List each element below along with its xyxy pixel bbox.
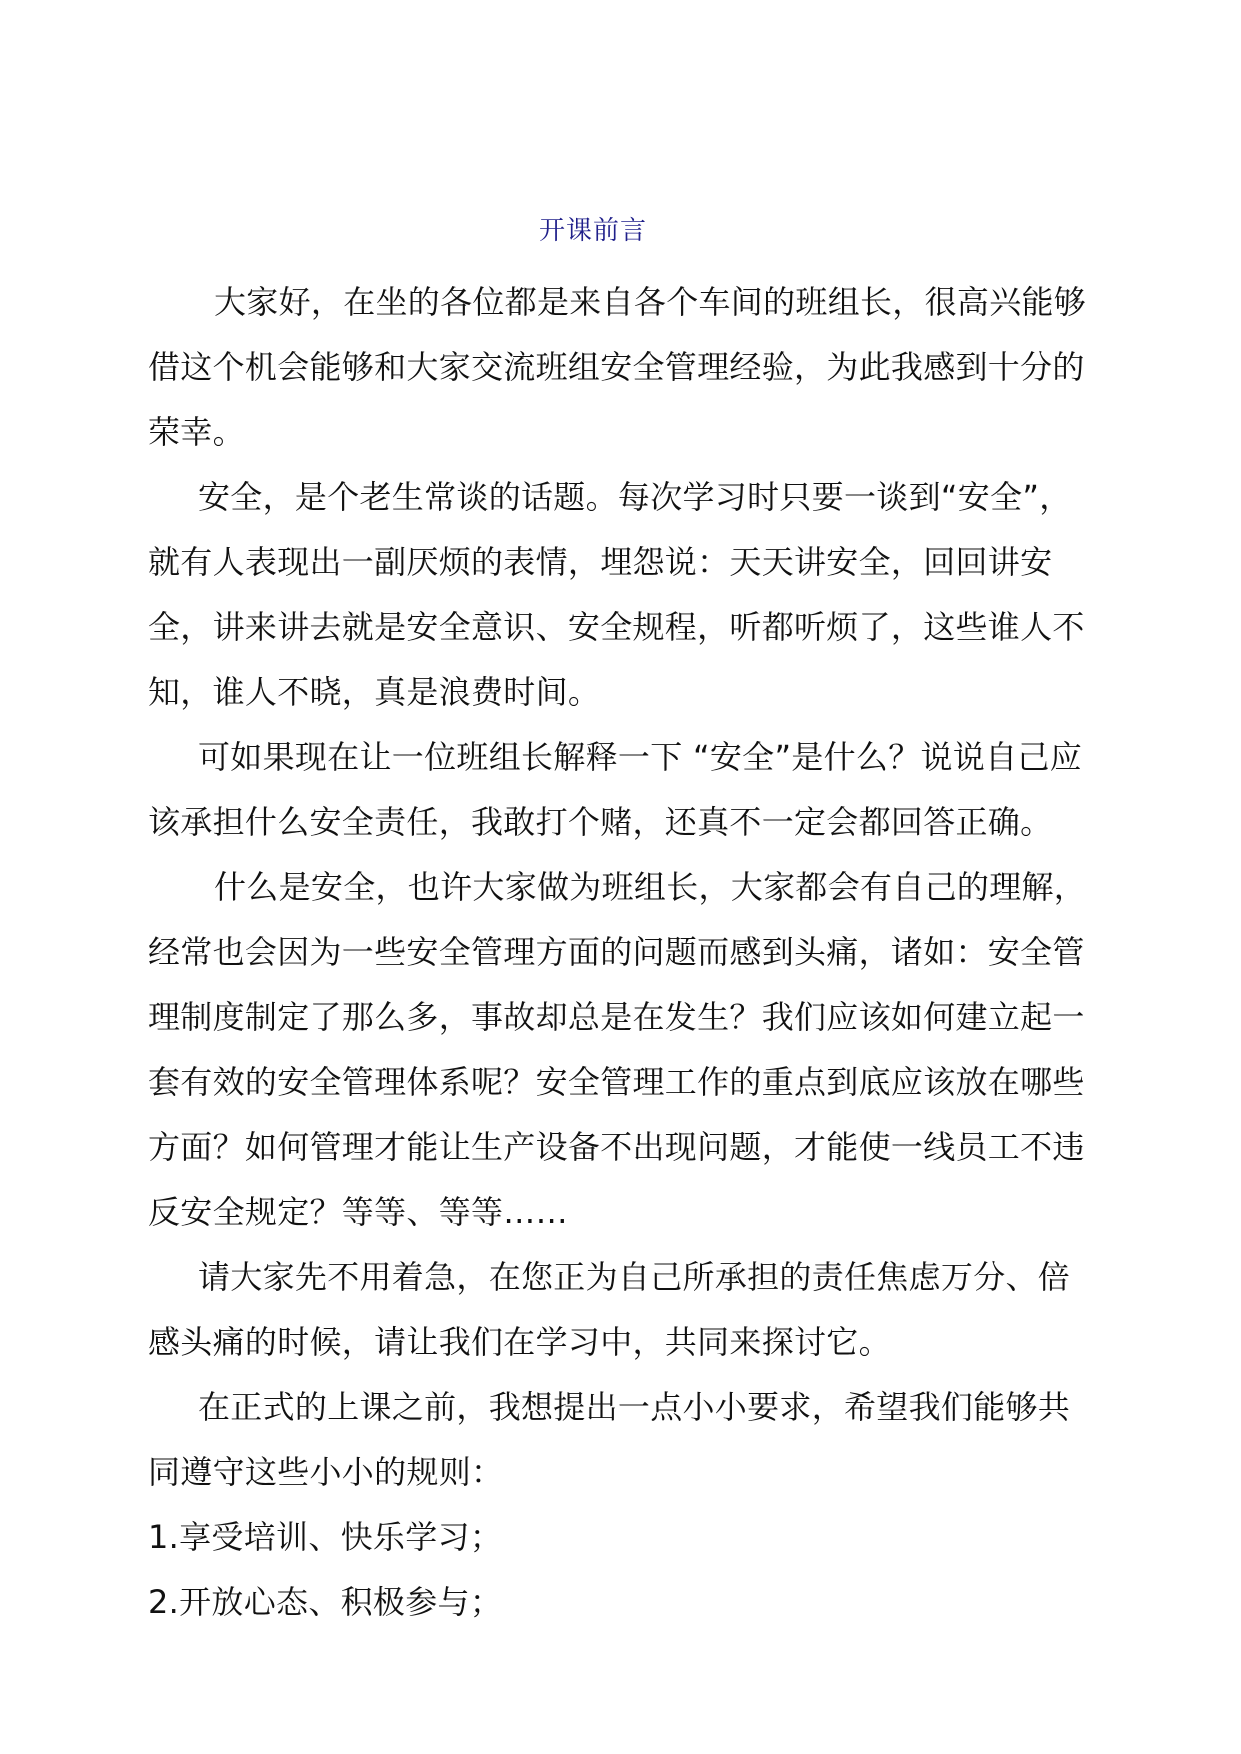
paragraph-dont-worry: 请大家先不用着急，在您正为自己所承担的责任焦虑万分、倍感头痛的时候，请让我们在学习中，共同来探讨它。	[148, 1258, 1071, 1361]
document-title: 开课前言	[538, 216, 647, 246]
paragraph-what-is-safety: 什么是安全，也许大家做为班组长，大家都会有自己的理解，经常也会因为一些安全管理方面的问题而感到头痛，诸如：安全管理制度制定了那么多，事故却总是在发生？我们应该如何建立起一套有效的安全管理体系呢？安全管理工作的重点到底应该放在哪些方面？如何管理才能让生产设备不出现问题，才能使一线员工不违反安全规定？等等、等等……	[148, 868, 1087, 1231]
document-body	[148, 270, 1094, 1635]
paragraph-safety-topic: 安全，是个老生常谈的话题。每次学习时只要一谈到“安全”，就有人表现出一副厌烦的表情，埋怨说：天天讲安全，回回讲安全，讲来讲去就是安全意识、安全规程，听都听烦了，这些谁人不知，谁人不晓，真是浪费时间。	[148, 478, 1085, 711]
list-item-rule-1: 1.享受培训、快乐学习；	[148, 1518, 503, 1556]
paragraph-greeting: 大家好，在坐的各位都是来自各个车间的班组长，很高兴能够借这个机会能够和大家交流班组安全管理经验，为此我感到十分的荣幸。	[148, 283, 1087, 451]
paragraph-rules-intro: 在正式的上课之前，我想提出一点小小要求，希望我们能够共同遵守这些小小的规则：	[148, 1388, 1071, 1491]
list-item-rule-2: 2.开放心态、积极参与；	[148, 1583, 503, 1621]
paragraph-explain-safety: 可如果现在让一位班组长解释一下 “安全”是什么？说说自己应该承担什么安全责任，我敢打个赌，还真不一定会都回答正确。	[148, 738, 1083, 841]
